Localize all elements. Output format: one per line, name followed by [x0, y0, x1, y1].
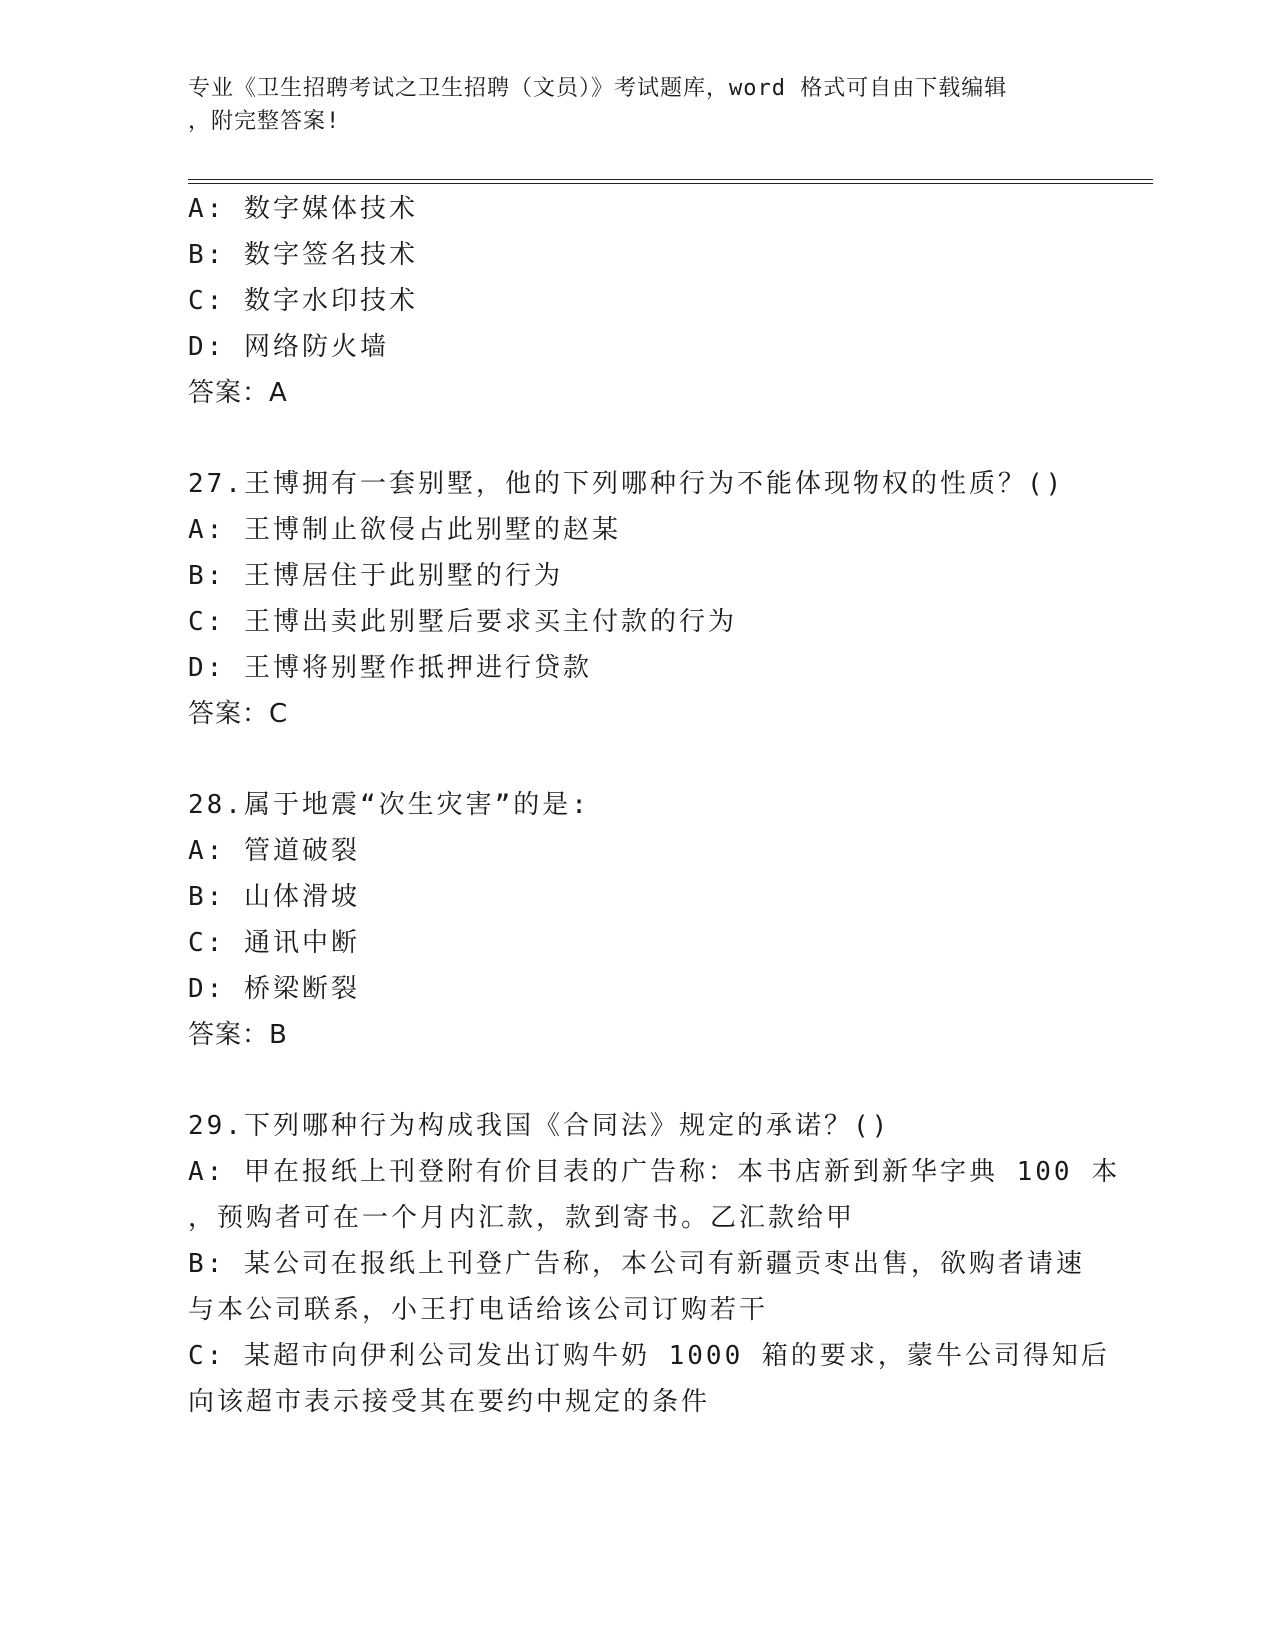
option-b: B: 山体滑坡	[188, 882, 360, 912]
option-c: C: 王博出卖此别墅后要求买主付款的行为	[188, 607, 737, 637]
option-c: C: 数字水印技术	[188, 286, 418, 316]
option-a: A: 数字媒体技术	[188, 194, 418, 224]
option-a: A: 甲在报纸上刊登附有价目表的广告称：本书店新到新华字典 100 本	[188, 1157, 1121, 1187]
option-b-continued: 与本公司联系，小王打电话给该公司订购若干	[188, 1295, 769, 1325]
option-c: C: 通讯中断	[188, 928, 360, 958]
question-text: 28.属于地震“次生灾害”的是:	[188, 790, 590, 820]
option-a-continued: ，预购者可在一个月内汇款，款到寄书。乙汇款给甲	[188, 1203, 856, 1233]
question-block-28	[188, 782, 1088, 1058]
option-d: D: 桥梁断裂	[188, 974, 360, 1004]
question-text: 29.下列哪种行为构成我国《合同法》规定的承诺？()	[188, 1111, 891, 1141]
option-a: A: 管道破裂	[188, 836, 360, 866]
header-divider-top	[188, 179, 1153, 180]
header-line-2: ，附完整答案!	[188, 109, 341, 134]
spacer	[188, 737, 1088, 782]
question-block-26	[188, 186, 1088, 416]
document-header	[188, 72, 1088, 138]
spacer	[188, 416, 1088, 461]
option-d: D: 网络防火墙	[188, 332, 389, 362]
option-a: A: 王博制止欲侵占此别墅的赵某	[188, 515, 621, 545]
header-line-1: 专业《卫生招聘考试之卫生招聘（文员）》考试题库，word 格式可自由下载编辑	[188, 76, 1008, 101]
option-c-continued: 向该超市表示接受其在要约中规定的条件	[188, 1387, 711, 1417]
spacer	[188, 1058, 1088, 1103]
option-d: D: 王博将别墅作抵押进行贷款	[188, 653, 592, 683]
answer-line: 答案：C	[188, 699, 289, 729]
answer-line: 答案：B	[188, 1020, 288, 1050]
header-divider-bottom	[188, 183, 1153, 184]
option-b: B: 王博居住于此别墅的行为	[188, 561, 563, 591]
question-block-27	[188, 461, 1088, 737]
option-c: C: 某超市向伊利公司发出订购牛奶 1000 箱的要求，蒙牛公司得知后	[188, 1341, 1110, 1371]
option-b: B: 数字签名技术	[188, 240, 418, 270]
question-list	[188, 186, 1121, 1425]
option-b: B: 某公司在报纸上刊登广告称，本公司有新疆贡枣出售，欲购者请速	[188, 1249, 1085, 1279]
question-block-29	[188, 1103, 1121, 1425]
answer-line: 答案：A	[188, 378, 288, 408]
question-text: 27.王博拥有一套别墅，他的下列哪种行为不能体现物权的性质？()	[188, 469, 1065, 499]
